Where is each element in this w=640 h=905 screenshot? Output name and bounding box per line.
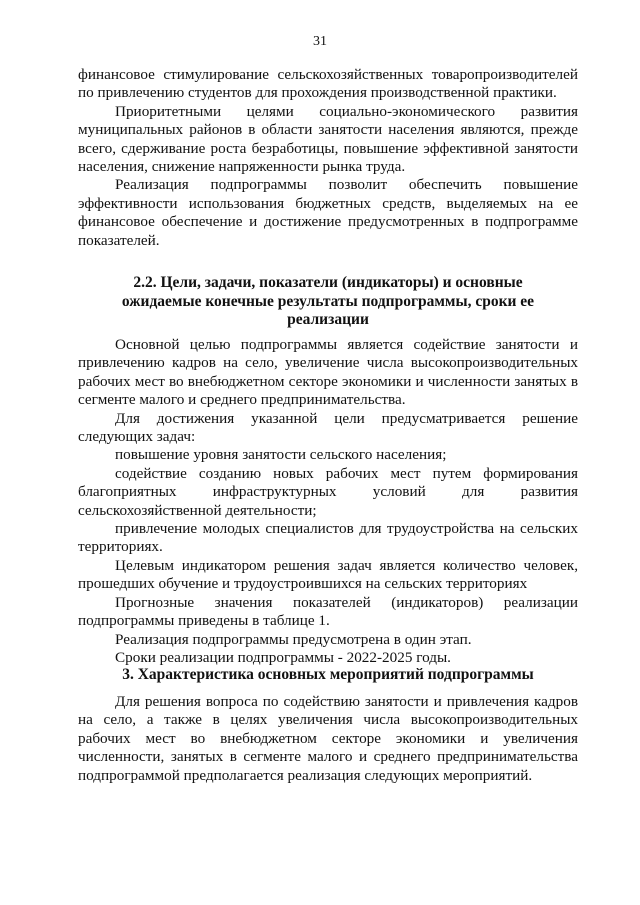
page-number: 31 [313, 34, 327, 49]
paragraph: повышение уровня занятости сельского населения; [115, 446, 447, 464]
paragraph: привлечение молодых специалистов для трудоустройства на сельских территориях. [78, 520, 578, 556]
section-3-heading [78, 666, 578, 685]
paragraph: Для решения вопроса по содействию занятости и привлечения кадров на село, а также в целях увеличения числа высокопроизводительных рабочих мест во внебюджетном секторе экономики и увеличения численности, занятых в сегменте малого и среднего предпринимательства подпрограммой предполагается реализация следующих мероприятий. [78, 693, 578, 784]
section-2-2-heading [78, 274, 578, 330]
heading-line: реализации [287, 311, 369, 328]
paragraph: Целевым индикатором решения задач является количество человек, прошедших обучение и трудоустроившихся на сельских территориях [78, 556, 578, 593]
paragraph: Для достижения указанной цели предусматривается решение следующих задач: [78, 409, 578, 446]
paragraph: Реализация подпрограммы позволит обеспечить повышение эффективности использования бюджетных средств, выделяемых на ее финансовое обеспечение и достижение предусмотренных в подпрограмме показателей. [78, 176, 578, 249]
paragraph: Сроки реализации подпрограммы - 2022-2025 годы. [115, 648, 451, 666]
paragraph: Основной целью подпрограммы является содействие занятости и привлечению кадров на село, увеличение числа высокопроизводительных рабочих мест во внебюджетном секторе экономики и численности занятых в сегменте малого и среднего предпринимательства. [78, 336, 578, 409]
heading-line: 3. Характеристика основных мероприятий подпрограммы [122, 666, 534, 683]
intro-text-block [78, 66, 578, 250]
paragraph: Реализация подпрограммы предусмотрена в один этап. [115, 630, 472, 648]
section-3-body [78, 693, 578, 785]
section-2-2-body [78, 336, 578, 667]
heading-line: ожидаемые конечные результаты подпрограммы, сроки ее [121, 292, 535, 310]
heading-line: 2.2. Цели, задачи, показатели (индикаторы) и основные [133, 274, 523, 291]
paragraph: Прогнозные значения показателей (индикаторов) реализации подпрограммы приведены в таблице 1. [78, 593, 578, 630]
paragraph: содействие созданию новых рабочих мест путем формирования благоприятных инфраструктурных условий для развития сельскохозяйственной деятельности; [78, 464, 578, 519]
paragraph: Приоритетными целями социально-экономического развития муниципальных районов в области занятости населения являются, прежде всего, сдерживание роста безработицы, повышение эффективной занятости населения, снижение напряженности рынка труда. [78, 102, 578, 176]
paragraph: финансовое стимулирование сельскохозяйственных товаропроизводителей по привлечению студентов для прохождения производственной практики. [78, 66, 578, 102]
